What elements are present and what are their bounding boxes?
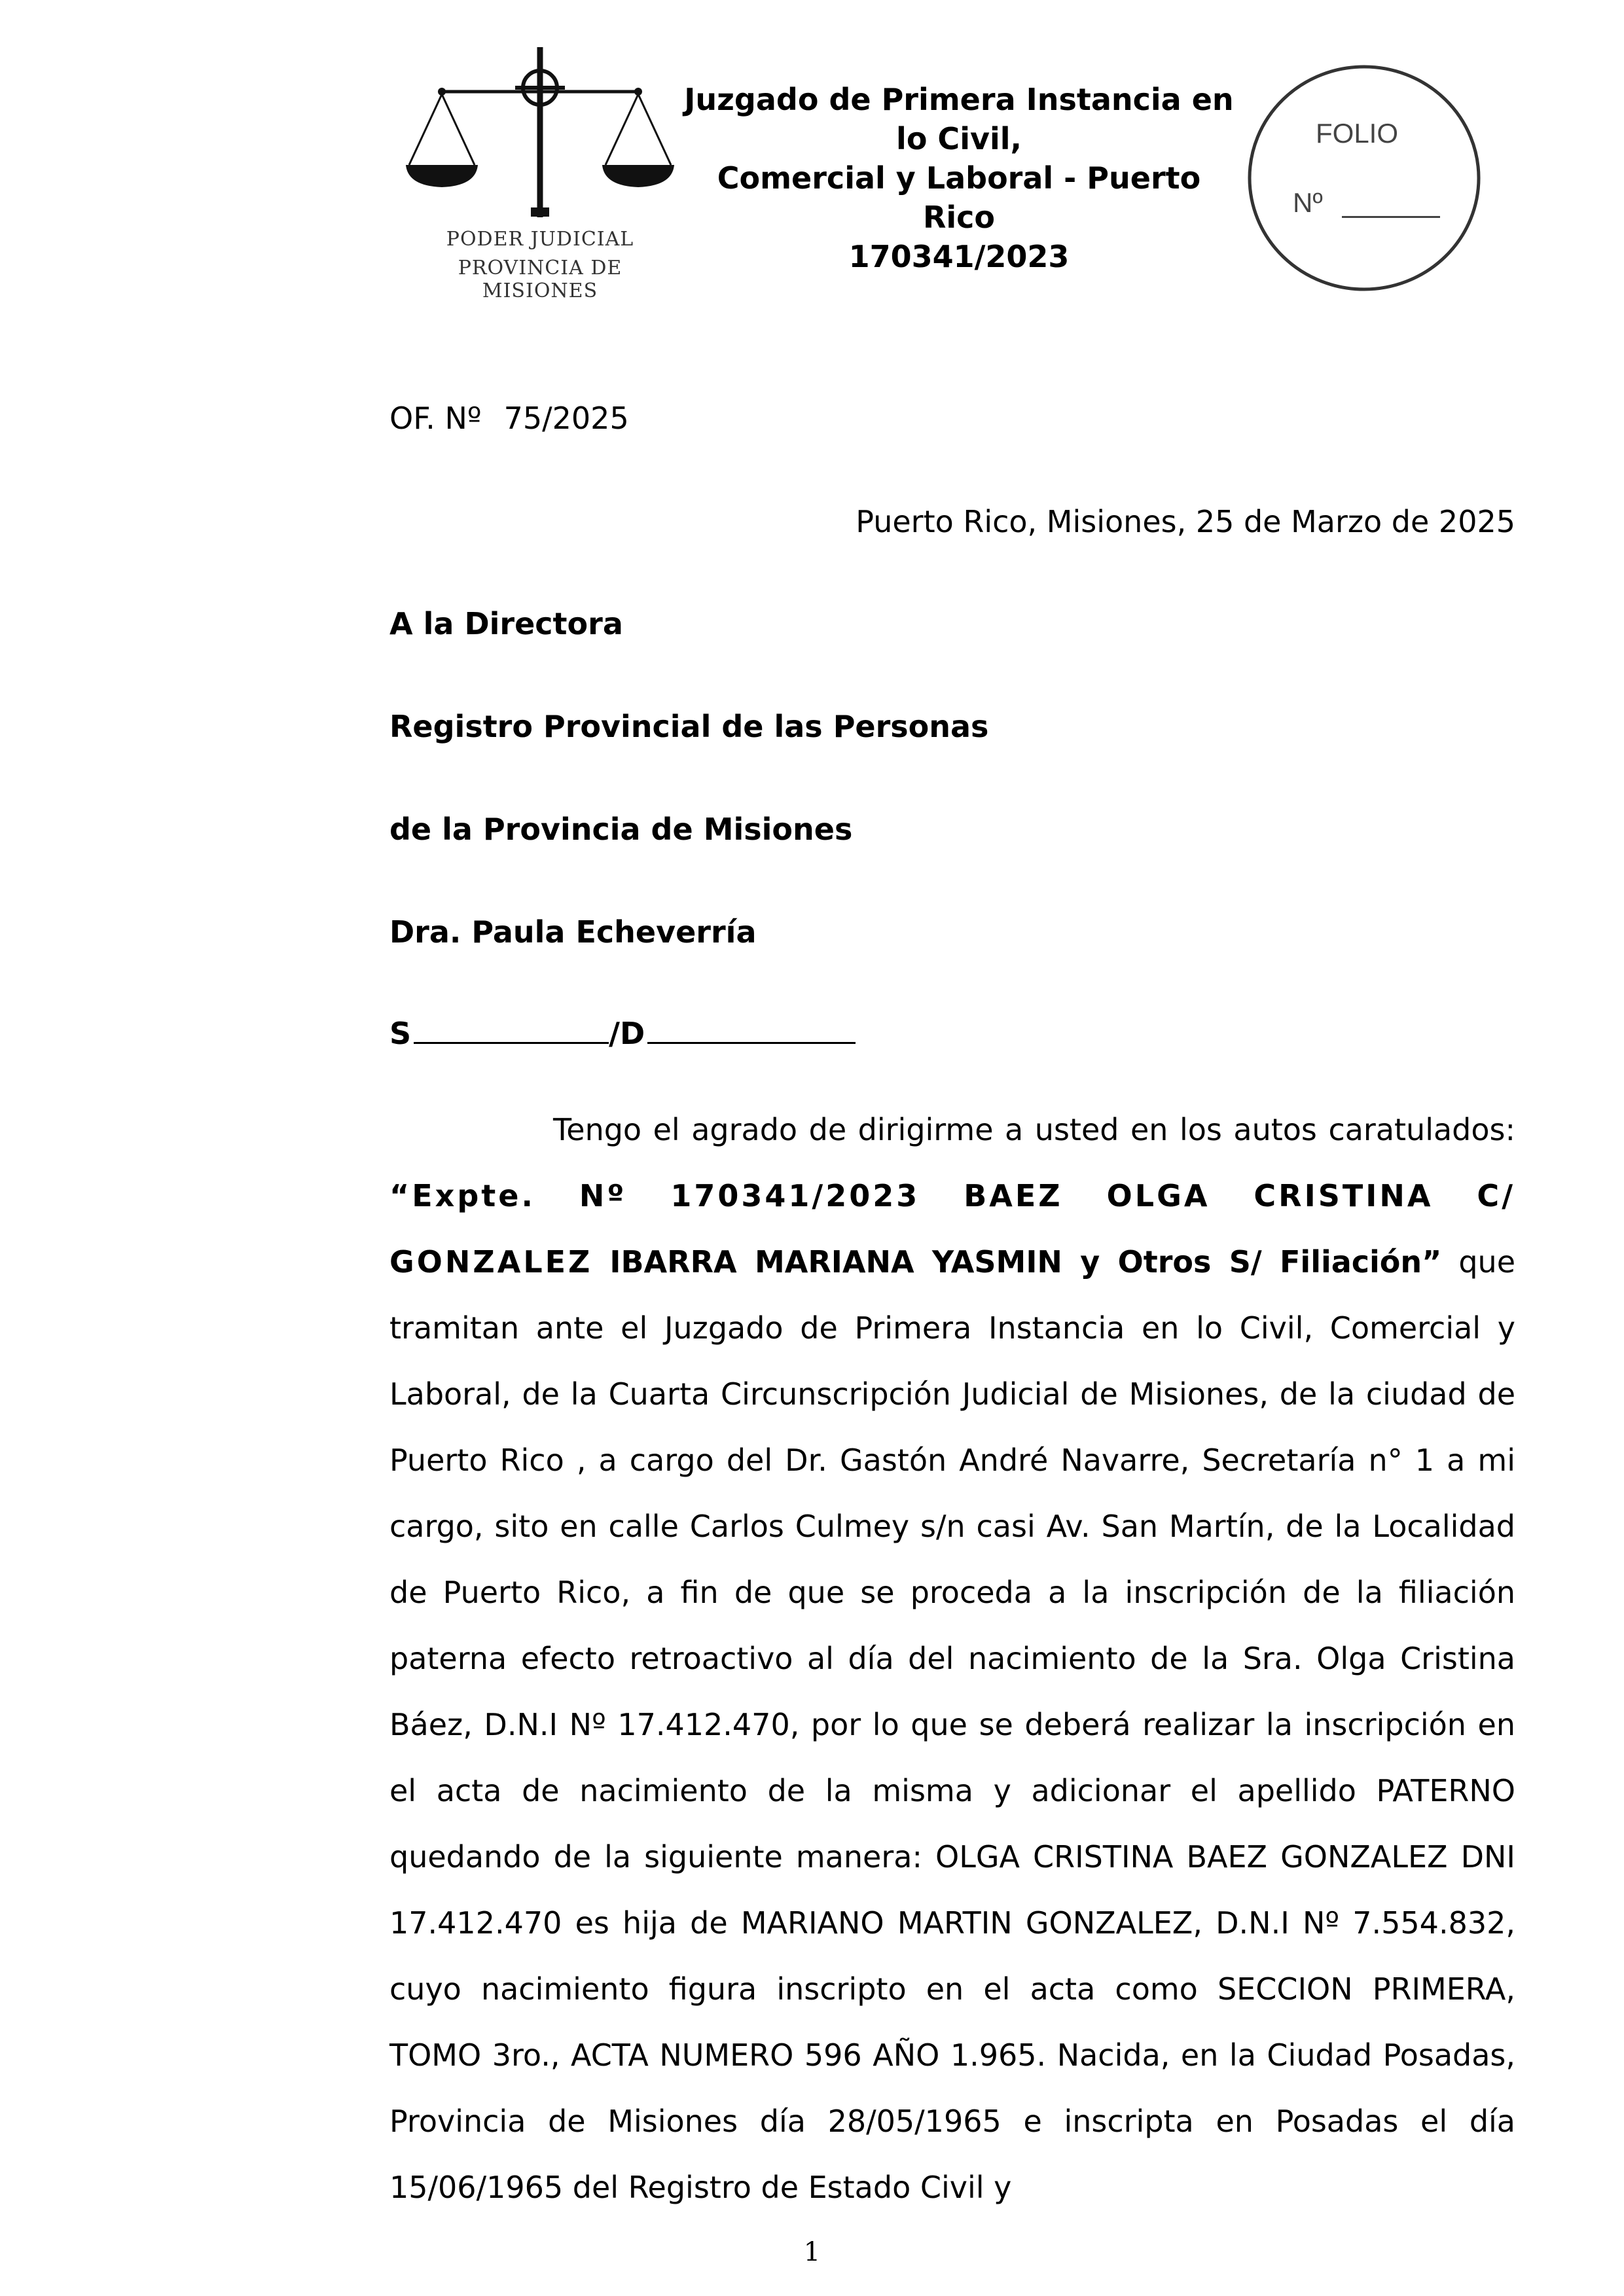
folio-stamp <box>1244 59 1492 301</box>
office-number: 75/2025 <box>503 401 629 436</box>
addressee-line-4: Dra. Paula Echeverría <box>389 914 757 950</box>
sd-blank-1 <box>414 1041 609 1044</box>
case-caption-part-1: “Expte. Nº 170341/2023 BAEZ OLGA CRISTINA C/ GONZALEZ <box>389 1178 1515 1280</box>
court-header <box>677 80 1240 276</box>
office-prefix: OF. Nº <box>389 401 482 436</box>
addressee-line-3: de la Provincia de Misiones <box>389 812 853 847</box>
folio-number-label: Nº <box>1293 187 1323 218</box>
folio-circle-icon <box>1244 59 1492 301</box>
court-line-3: Comercial y Laboral - Puerto <box>717 160 1201 196</box>
addressee-line-1: A la Directora <box>389 606 623 641</box>
court-line-2: lo Civil, <box>896 121 1022 156</box>
court-line-4: Rico <box>922 200 996 235</box>
logo-text-provincia: PROVINCIA DE MISIONES <box>458 257 623 302</box>
court-line-1: Juzgado de Primera Instancia en <box>684 82 1234 117</box>
body-text: que tramitan ante el Juzgado de Primera Instancia en lo Civil, Comercial y Laboral, de la Cuarta Circunscripción Judicial de Misiones, de la ciudad de Puerto Rico , a cargo del Dr. Gastón André Navarre, Secretaría n° 1 a mi cargo, sito en calle Carlos Culmey s/n casi Av. San Martín, de la Localidad de Puerto Rico, a fin de que se proceda a la inscripción de la filiación paterna efecto retroactivo al día del nacimiento de la Sra. Olga Cristina Báez, D.N.I Nº 17.412.470, por lo que se deberá realizar la inscripción en el acta de nacimiento de la misma y adicionar el apellido PATERNO quedando de la siguiente manera: OLGA CRISTINA BAEZ GONZALEZ DNI 17.412.470 es hija de MARIANO MARTIN GONZALEZ, D.N.I Nº 7.554.832, cuyo nacimiento figura inscripto en el acta como SECCION PRIMERA, TOMO 3ro., ACTA NUMERO 596 AÑO 1.965. Nacida, en la Ciudad Posadas, Provincia de Misiones día 28/05/1965 e inscripta en Posadas el día 15/06/1965 del Registro de Estado Civil y <box>389 1244 1516 2205</box>
scales-of-justice-icon <box>403 41 677 289</box>
page-number: 1 <box>803 2237 821 2267</box>
folio-number-blank <box>1342 216 1440 218</box>
case-number: 170341/2023 <box>848 239 1070 274</box>
folio-label: FOLIO <box>1316 118 1399 149</box>
sd-s: S <box>389 1016 412 1051</box>
sd-d: /D <box>609 1016 645 1051</box>
office-number-line <box>389 401 1515 436</box>
intro-text: Tengo el agrado de dirigirme a usted en los autos caratulados: <box>553 1112 1515 1147</box>
place-date: Puerto Rico, Misiones, 25 de Marzo de 2025 <box>856 504 1515 539</box>
sd-line <box>389 1016 1515 1051</box>
letter-body <box>389 1097 1515 2221</box>
sd-blank-2 <box>647 1041 856 1044</box>
judicial-logo <box>403 41 677 302</box>
logo-text-poder-judicial: PODER JUDICIAL <box>446 228 634 251</box>
addressee-line-2: Registro Provincial de las Personas <box>389 709 989 744</box>
case-caption-part-2: IBARRA MARIANA YASMIN y Otros S/ Filiación” <box>609 1244 1442 1280</box>
